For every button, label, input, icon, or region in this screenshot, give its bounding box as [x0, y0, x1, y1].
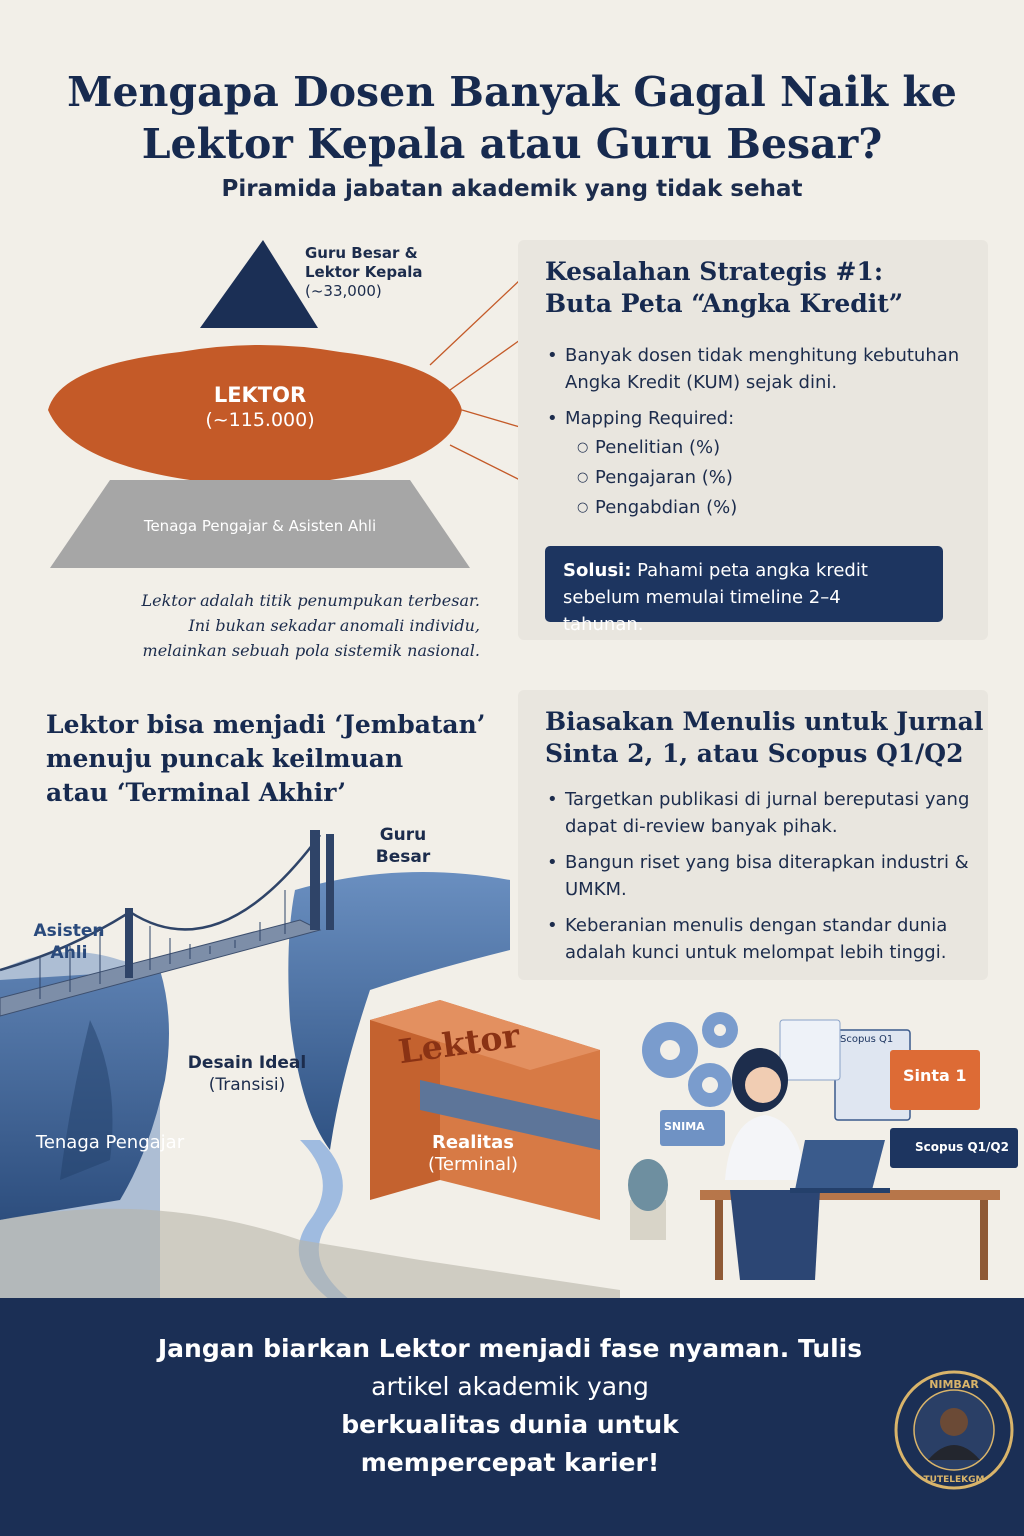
pyramid-top: [200, 240, 318, 328]
list-item: • Keberanian menulis dengan standar dunia adalah kunci untuk melompat lebih tinggi.: [545, 912, 975, 966]
strategy-card-heading: Kesalahan Strategis #1: Buta Peta “Angka Kredit”: [545, 257, 904, 318]
list-item: • Banyak dosen tidak menghitung kebutuhan Angka Kredit (KUM) sejak dini.: [545, 342, 975, 396]
title-line-1: Mengapa Dosen Banyak Gagal Naik ke: [67, 68, 957, 116]
bridge-tower-right-2: [326, 834, 334, 930]
list-item: ○ Pengabdian (%): [565, 494, 975, 521]
bridge-tower-left: [125, 908, 133, 978]
title-line-2: Lektor Kepala atau Guru Besar?: [141, 120, 883, 168]
solution-box: Solusi: Pahami peta angka kredit sebelum memulai timeline 2–4 tahunan.: [545, 546, 943, 622]
lektor-block-label: Lektor: [395, 1015, 522, 1072]
pyramid-base-label: Tenaga Pengajar & Asisten Ahli: [143, 517, 377, 535]
list-item: ○ Pengajaran (%): [565, 464, 975, 491]
label-asisten-ahli: Asisten Ahli: [33, 921, 105, 963]
label-tenaga-pengajar: Tenaga Pengajar: [35, 1132, 185, 1153]
pyramid-top-label: Guru Besar & Lektor Kepala (~33,000): [305, 244, 423, 300]
page-title: [40, 66, 984, 170]
seal-bottom-text: TUTELEKGM: [923, 1475, 985, 1485]
desk-leg-left: [715, 1200, 723, 1280]
list-item: • Mapping Required: ○ Penelitian (%) ○ Pengajaran (%) ○ Pengabdian (%): [545, 405, 975, 521]
desk-leg-right: [980, 1200, 988, 1280]
list-item: • Bangun riset yang bisa diterapkan industri & UMKM.: [545, 849, 975, 903]
footer-message: Jangan biarkan Lektor menjadi fase nyaman. Tulis artikel akademik yang berkualitas dunia untuk mempercepat karier!: [157, 1334, 863, 1477]
label-realitas: Realitas (Terminal): [427, 1132, 519, 1175]
pyramid-quote: Lektor adalah titik penumpukan terbesar. Ini bukan sekadar anomali individu, melainkan sebuah pola sistemik nasional.: [141, 591, 480, 660]
mapping-sublist: [565, 434, 975, 521]
publication-card-heading: Biasakan Menulis untuk Jurnal Sinta 2, 1, atau Scopus Q1/Q2: [545, 707, 984, 768]
laptop-icon: [790, 1140, 890, 1193]
label-desain-ideal: Desain Ideal (Transisi): [187, 1053, 307, 1095]
author-seal-logo: [892, 1368, 1016, 1492]
strategy-card: [518, 240, 988, 640]
strategy-list: [545, 342, 975, 530]
doc-sinta-label: Sinta 1: [903, 1066, 967, 1085]
bridge-tower-right: [310, 830, 320, 930]
doc-scopus-small-label: Scopus Q1: [840, 1034, 894, 1045]
seal-top-text: NIMBAR: [929, 1378, 979, 1391]
page-subtitle: Piramida jabatan akademik yang tidak sehat: [221, 176, 803, 202]
doc-scopus-label: Scopus Q1/Q2: [915, 1140, 1009, 1154]
label-guru-besar: Guru Besar: [375, 825, 431, 867]
list-item: • Targetkan publikasi di jurnal bereputasi yang dapat di-review banyak pihak.: [545, 786, 975, 840]
pyramid-middle-label: LEKTOR (~115.000): [205, 383, 315, 431]
plant: [628, 1159, 668, 1240]
bridge-heading: Lektor bisa menjadi ‘Jembatan’ menuju puncak keilmuan atau ‘Terminal Akhir’: [46, 710, 486, 807]
list-item: ○ Penelitian (%): [565, 434, 975, 461]
doc-snima-label: SNIMA: [664, 1120, 705, 1133]
doc-card-back: [780, 1020, 840, 1080]
